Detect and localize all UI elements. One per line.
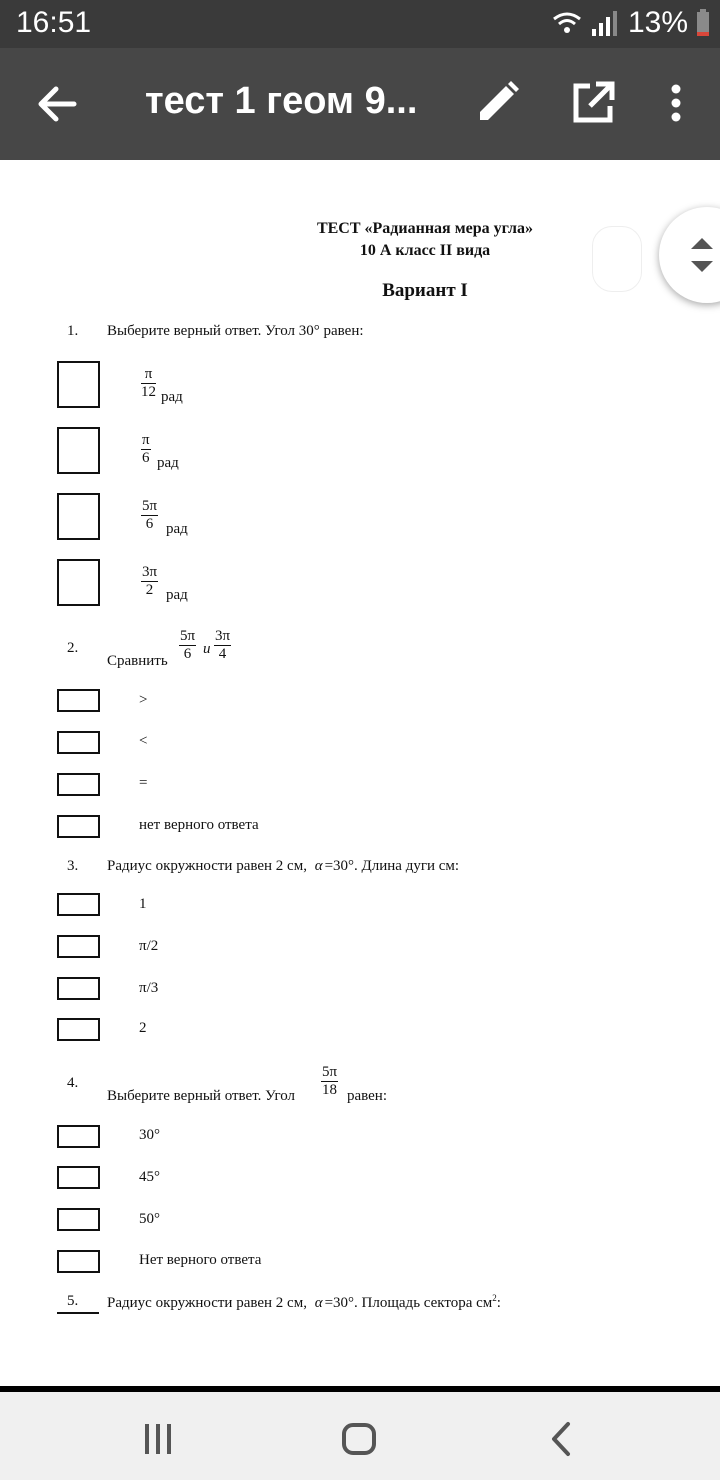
- option-fraction: $\frac{3\pi}{2}$: [142, 564, 158, 598]
- scroll-up-down-icon: [687, 231, 717, 279]
- answer-checkbox[interactable]: [57, 815, 100, 838]
- alpha-symbol: α: [314, 858, 323, 874]
- option-label: >: [139, 692, 148, 708]
- question-text: Выберите верный ответ. Угол: [107, 1088, 296, 1104]
- option-label: нет верного ответа: [139, 817, 259, 833]
- compare-fraction-a: $\frac{5\pi}{6}$: [180, 628, 196, 662]
- option-fraction: $\frac{\pi}{6}$: [142, 432, 150, 466]
- variant-heading: Вариант I: [382, 280, 468, 301]
- angle-fraction: $\frac{5\pi}{18}$: [322, 1064, 338, 1098]
- compare-fraction-b: $\frac{3\pi}{4}$: [215, 628, 231, 662]
- answer-checkbox[interactable]: [57, 559, 100, 606]
- option-label: Нет верного ответа: [139, 1252, 262, 1268]
- alpha-symbol: α: [314, 1295, 323, 1311]
- pencil-edit-icon[interactable]: [470, 76, 524, 130]
- option-unit: рад: [157, 455, 179, 471]
- answer-checkbox[interactable]: [57, 731, 100, 754]
- question-number: 3.: [67, 858, 79, 874]
- document-page[interactable]: [0, 160, 720, 1380]
- option-unit: рад: [166, 521, 188, 537]
- question-number: 4.: [67, 1075, 79, 1091]
- answer-checkbox[interactable]: [57, 1018, 100, 1041]
- answer-checkbox[interactable]: [57, 493, 100, 540]
- app-toolbar: [0, 48, 720, 160]
- back-nav-icon[interactable]: [542, 1420, 582, 1460]
- question-number: 1.: [67, 323, 79, 339]
- question-text: Радиус окружности равен 2 см, α =30°. Площадь сектора $см^2$:: [107, 1293, 501, 1311]
- option-label: π/3: [139, 980, 159, 996]
- test-subtitle: 10 А класс II вида: [359, 242, 491, 259]
- conjunction: и: [203, 641, 211, 657]
- system-nav-bar: [0, 1386, 720, 1480]
- home-icon[interactable]: [339, 1420, 379, 1460]
- question-number: 2.: [67, 640, 79, 656]
- battery-level: 13%: [627, 6, 688, 39]
- answer-checkbox[interactable]: [57, 689, 100, 712]
- answer-underline: [57, 1312, 99, 1314]
- more-options-icon[interactable]: [658, 76, 694, 130]
- question-text: Радиус окружности равен 2 см, α =30°. Длина дуги см:: [107, 858, 460, 874]
- recent-apps-icon[interactable]: [138, 1420, 178, 1460]
- option-label: 30°: [139, 1127, 160, 1143]
- answer-checkbox[interactable]: [57, 1166, 100, 1189]
- option-unit: рад: [161, 389, 183, 405]
- test-title: ТЕСТ «Радианная мера угла»: [316, 220, 534, 237]
- wifi-signal-icon: [550, 9, 620, 37]
- option-label: π/2: [139, 938, 159, 954]
- option-fraction: $\frac{5\pi}{6}$: [142, 498, 158, 532]
- answer-checkbox[interactable]: [57, 361, 100, 408]
- answer-checkbox[interactable]: [57, 773, 100, 796]
- question-text: Выберите верный ответ. Угол 30° равен:: [107, 323, 364, 339]
- answer-checkbox[interactable]: [57, 977, 100, 1000]
- option-label: 50°: [139, 1211, 160, 1227]
- option-unit: рад: [166, 587, 188, 603]
- answer-checkbox[interactable]: [57, 1208, 100, 1231]
- option-label: 45°: [139, 1169, 160, 1185]
- answer-checkbox[interactable]: [57, 1125, 100, 1148]
- back-arrow-icon[interactable]: [30, 78, 82, 130]
- answer-checkbox[interactable]: [57, 935, 100, 958]
- document-title: тест 1 геом 9...: [145, 80, 418, 122]
- option-label: 1: [139, 896, 147, 912]
- status-bar: [0, 0, 720, 48]
- question-number: 5.: [67, 1293, 79, 1309]
- option-label: =: [139, 775, 148, 791]
- answer-checkbox[interactable]: [57, 893, 100, 916]
- option-fraction: $\frac{\pi}{12}$: [141, 366, 156, 400]
- answer-checkbox[interactable]: [57, 427, 100, 474]
- fast-scroll-track: [592, 226, 642, 292]
- answer-checkbox[interactable]: [57, 1250, 100, 1273]
- status-time: 16:51: [16, 6, 92, 39]
- option-label: 2: [139, 1020, 147, 1036]
- question-text: Сравнить: [107, 653, 168, 669]
- status-icons: [550, 6, 710, 40]
- open-external-icon[interactable]: [566, 76, 620, 130]
- option-label: <: [139, 733, 148, 749]
- battery-icon: [696, 9, 710, 37]
- question-text-tail: равен:: [347, 1088, 388, 1104]
